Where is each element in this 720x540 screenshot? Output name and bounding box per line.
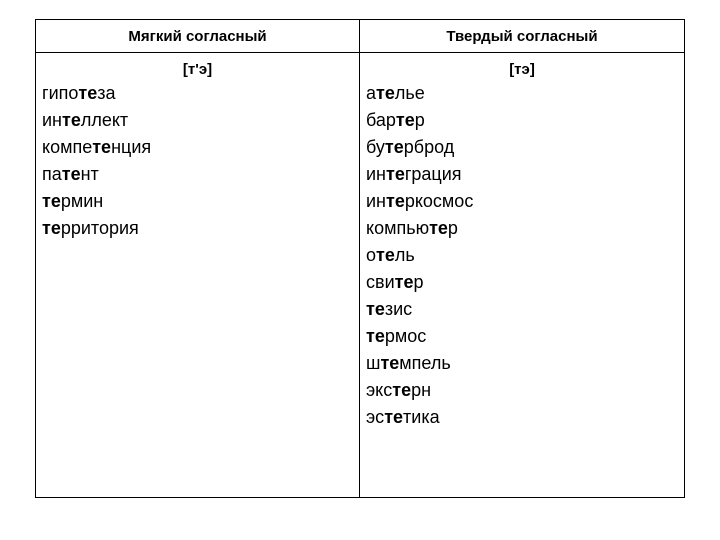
word-prefix: па xyxy=(42,164,62,184)
soft-transcription: [т'э] xyxy=(182,61,213,78)
word-item xyxy=(360,188,684,215)
word-prefix: ш xyxy=(366,353,381,373)
word-highlight-syllable: те xyxy=(384,137,404,157)
word-prefix: бар xyxy=(366,110,396,130)
word-prefix: гипо xyxy=(42,83,79,103)
word-suffix: нт xyxy=(80,164,99,184)
word-item xyxy=(360,161,684,188)
word-suffix: лье xyxy=(394,83,425,103)
header-hard-consonant: Твердый согласный xyxy=(446,28,598,45)
word-item xyxy=(360,269,684,296)
word-prefix: компью xyxy=(366,218,430,238)
word-item xyxy=(360,296,684,323)
word-item xyxy=(360,80,684,107)
word-prefix: бу xyxy=(366,137,385,157)
word-item xyxy=(36,134,359,161)
word-suffix: тика xyxy=(403,407,440,427)
word-item xyxy=(36,188,359,215)
word-suffix: грация xyxy=(404,164,462,184)
word-suffix: р xyxy=(414,110,425,130)
word-suffix: рброд xyxy=(403,137,455,157)
word-item xyxy=(36,80,359,107)
word-highlight-syllable: те xyxy=(42,218,61,238)
word-suffix: рритория xyxy=(60,218,139,238)
word-item xyxy=(360,404,684,431)
header-soft-consonant: Мягкий согласный xyxy=(128,28,267,45)
word-highlight-syllable: те xyxy=(394,272,414,292)
word-highlight-syllable: те xyxy=(395,110,415,130)
word-item xyxy=(360,377,684,404)
word-highlight-syllable: те xyxy=(392,380,412,400)
word-prefix: эс xyxy=(366,407,385,427)
word-suffix: зис xyxy=(384,299,413,319)
word-item xyxy=(360,215,684,242)
hard-transcription: [тэ] xyxy=(509,61,535,78)
word-suffix: рмос xyxy=(384,326,427,346)
word-highlight-syllable: те xyxy=(384,407,404,427)
table-header-row xyxy=(36,20,684,53)
word-prefix: а xyxy=(366,83,377,103)
word-item xyxy=(36,215,359,242)
soft-word-list xyxy=(36,80,359,242)
hard-consonant-column xyxy=(360,54,684,431)
word-highlight-syllable: те xyxy=(366,326,385,346)
word-highlight-syllable: те xyxy=(386,164,405,184)
word-prefix: экс xyxy=(366,380,393,400)
word-suffix: р xyxy=(413,272,424,292)
word-item xyxy=(36,107,359,134)
word-prefix: о xyxy=(366,245,377,265)
word-highlight-syllable: те xyxy=(376,245,395,265)
word-item xyxy=(360,350,684,377)
word-item xyxy=(36,161,359,188)
word-item xyxy=(360,242,684,269)
word-highlight-syllable: те xyxy=(366,299,385,319)
word-suffix: рн xyxy=(411,380,432,400)
word-item xyxy=(360,323,684,350)
word-prefix: ин xyxy=(366,191,386,211)
hard-word-list xyxy=(360,80,684,431)
word-suffix: нция xyxy=(111,137,152,157)
word-highlight-syllable: те xyxy=(429,218,448,238)
word-highlight-syllable: те xyxy=(376,83,395,103)
word-prefix: компе xyxy=(42,137,93,157)
word-item xyxy=(360,107,684,134)
word-suffix: ль xyxy=(394,245,415,265)
word-suffix: за xyxy=(97,83,116,103)
word-highlight-syllable: те xyxy=(380,353,400,373)
word-highlight-syllable: те xyxy=(386,191,405,211)
word-prefix: ин xyxy=(366,164,386,184)
consonant-table xyxy=(35,19,685,498)
word-suffix: ркосмос xyxy=(404,191,474,211)
word-highlight-syllable: те xyxy=(42,191,61,211)
soft-consonant-column xyxy=(36,54,359,242)
word-suffix: р xyxy=(447,218,458,238)
word-suffix: рмин xyxy=(60,191,104,211)
word-highlight-syllable: те xyxy=(62,110,81,130)
word-suffix: ллект xyxy=(80,110,129,130)
word-highlight-syllable: те xyxy=(78,83,98,103)
word-suffix: мпель xyxy=(399,353,451,373)
word-highlight-syllable: те xyxy=(92,137,112,157)
word-prefix: ин xyxy=(42,110,62,130)
word-prefix: сви xyxy=(366,272,395,292)
word-item xyxy=(360,134,684,161)
word-highlight-syllable: те xyxy=(61,164,81,184)
